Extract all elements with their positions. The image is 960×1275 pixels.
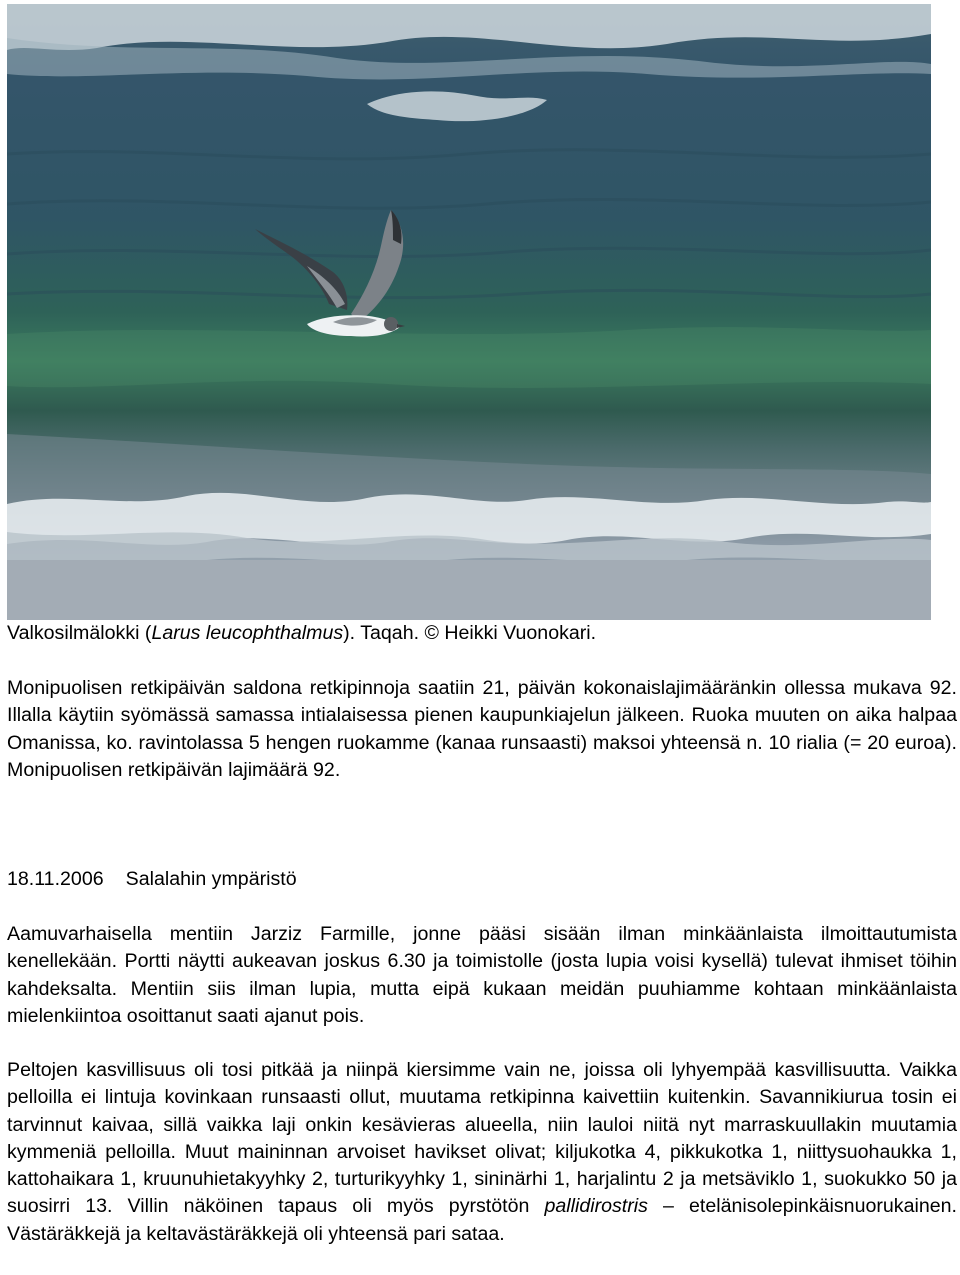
section-title: Salalahin ympäristö [125, 868, 297, 890]
caption-suffix: ). Taqah. © Heikki Vuonokari. [343, 622, 597, 644]
caption-species: Larus leucophthalmus [151, 622, 344, 644]
paragraph-3 [7, 1057, 957, 1248]
green-swell [7, 327, 931, 388]
paragraph-3-text [7, 1057, 957, 1248]
wet-sand [7, 560, 931, 620]
paragraph-3-after: – etelänisolepinkäisnuorukainen. Västäräkkejä ja keltavästäräkkejä oli yhteensä pari sataa. [7, 1195, 957, 1245]
caption-prefix: Valkosilmälokki ( [7, 622, 152, 644]
paragraph-1-text: Monipuolisen retkipäivän saldona retkipinnoja saatiin 21, päivän kokonaislajimääränkin ollessa mukava 92. Illalla käytiin syömässä samassa intialaisessa pienen kaupunkiajelun jälkeen. Ruoka muuten on aika halpaa Omanissa, ko. ravintolassa 5 hengen ruokamme (kanaa runsaasti) maksoi yhteensä n. 10 rialia (= 20 euroa). Monipuolisen retkipäivän lajimäärä 92. [7, 677, 957, 781]
photo-caption [7, 620, 957, 647]
paragraph-2 [7, 921, 957, 1030]
gull-photo [7, 4, 931, 620]
section-date: 18.11.2006 [7, 868, 104, 890]
paragraph-3-before: Peltojen kasvillisuus oli tosi pitkää ja niinpä kiersimme vain ne, joissa oli lyhyempää kasvillisuutta. Vaikka pelloilla ei lintuja kovinkaan runsaasti ollut, muutama retkipinna kaivettiin kuitenkin. Savannikiurua tosin ei tarvinnut kaivaa, sillä vaikka laji onkin kesävieras alueella, niin lauloi niitä nyt marraskuullakin muutamia kymmeniä pelloilla. Muut maininnan arvoiset havikset olivat; kiljukotka 4, pikkukotka 1, niittysuohaukka 1, kattohaikara 1, kruunuhietakyyhky 2, turturikyyhky 1, sininärhi 1, harjalintu 2 ja metsäviklo 1, suokukko 50 ja suosirri 13. Villin näköinen tapaus oli myös pyrstötön [7, 1059, 957, 1218]
paragraph-2-text: Aamuvarhaisella mentiin Jarziz Farmille, jonne pääsi sisään ilman minkäänlaista ilmoittautumista kenellekään. Portti näytti aukeavan joskus 6.30 ja toimistolle (josta lupia voisi kysellä) tulevat ihmiset töihin kahdeksalta. Mentiin siis ilman lupia, mutta eipä kukaan meidän puuhiamme kohtaan minkäänlaista mielenkiintoa osoittanut saati ajanut pois. [7, 923, 957, 1027]
paragraph-1 [7, 675, 957, 784]
section-heading [7, 866, 957, 893]
paragraph-3-italic: pallidirostris [544, 1195, 648, 1218]
